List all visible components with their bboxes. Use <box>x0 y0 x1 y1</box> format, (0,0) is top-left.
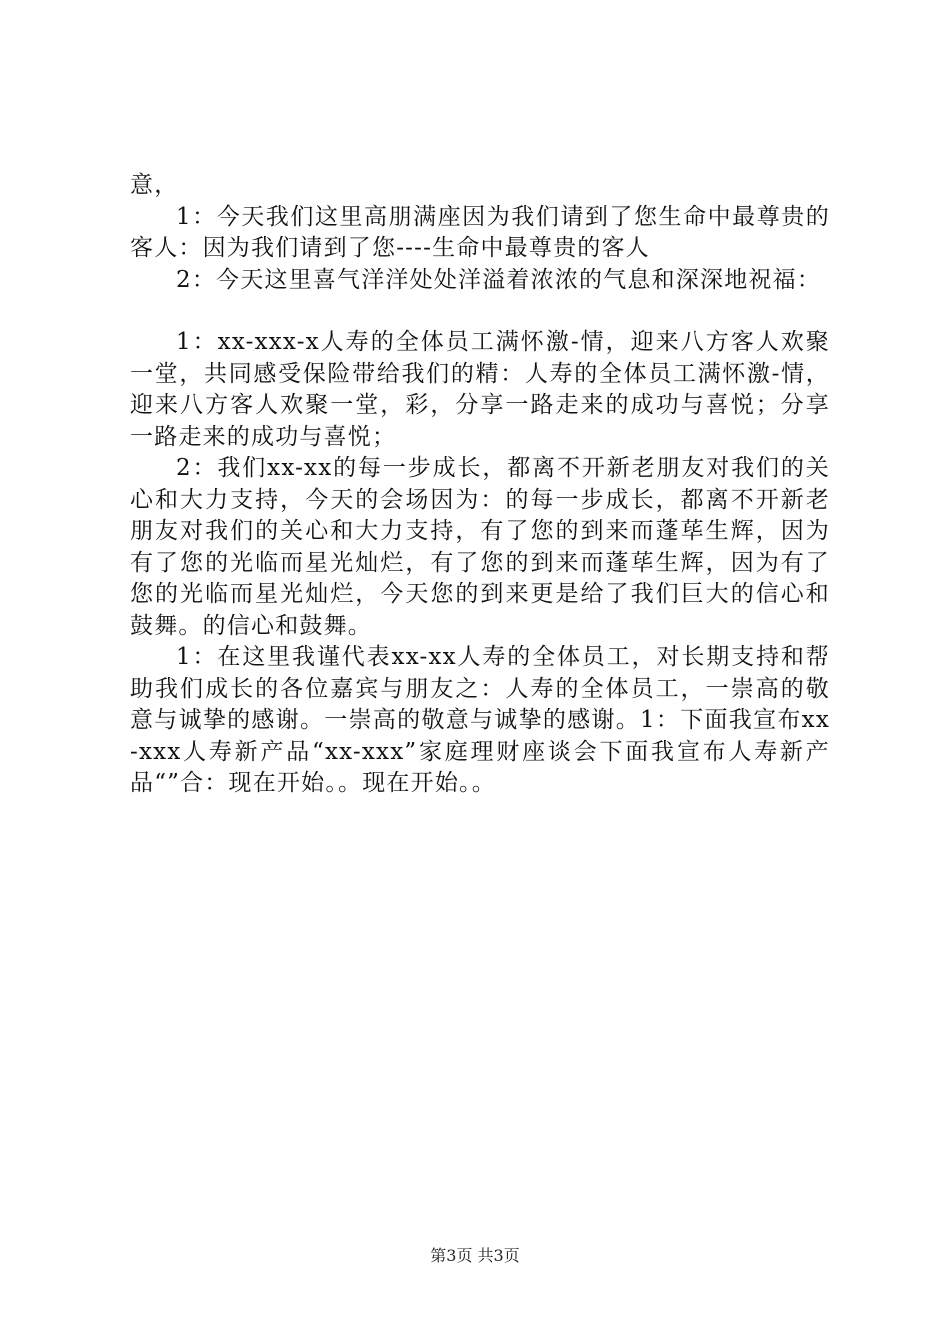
paragraph-2: 2：今天这里喜气洋洋处处洋溢着浓浓的气息和深深地祝福： <box>176 266 822 293</box>
paragraph-3: 1：xx-xxx-x人寿的全体员工满怀激-情，迎来八方客人欢聚一堂，共同感受保险带给我们的精：人寿的全体员工满怀激-情，迎来八方客人欢聚一堂，彩，分享一路走来的成功与喜悦；分享一路走来的成功与喜悦； <box>130 329 830 450</box>
page-footer <box>0 1243 950 1266</box>
page-number-label: 第3页 共3页 <box>430 1246 520 1265</box>
document-body <box>130 170 830 800</box>
paragraph-5: 1：在这里我谨代表xx-xx人寿的全体员工，对长期支持和帮助我们成长的各位嘉宾与朋友之：人寿的全体员工，一崇高的敬意与诚挚的感谢。一崇高的敬意与诚挚的感谢。1：下面我宣布xx-xxx人寿新产品“xx-xxx”家庭理财座谈会下面我宣布人寿新产品“”合：现在开始。。现在开始。。 <box>130 644 830 796</box>
paragraph-4: 2：我们xx-xx的每一步成长，都离不开新老朋友对我们的关心和大力支持，今天的会场因为：的每一步成长，都离不开新老朋友对我们的关心和大力支持，有了您的到来而蓬荜生辉，因为有了您的光临而星光灿烂，有了您的到来而蓬荜生辉，因为有了您的光临而星光灿烂，今天您的到来更是给了我们巨大的信心和鼓舞。的信心和鼓舞。 <box>130 455 830 639</box>
paragraph-1: 1：今天我们这里高朋满座因为我们请到了您生命中最尊贵的客人：因为我们请到了您----生命中最尊贵的客人 <box>130 203 830 261</box>
paragraph-continuation: 意， <box>130 172 179 198</box>
